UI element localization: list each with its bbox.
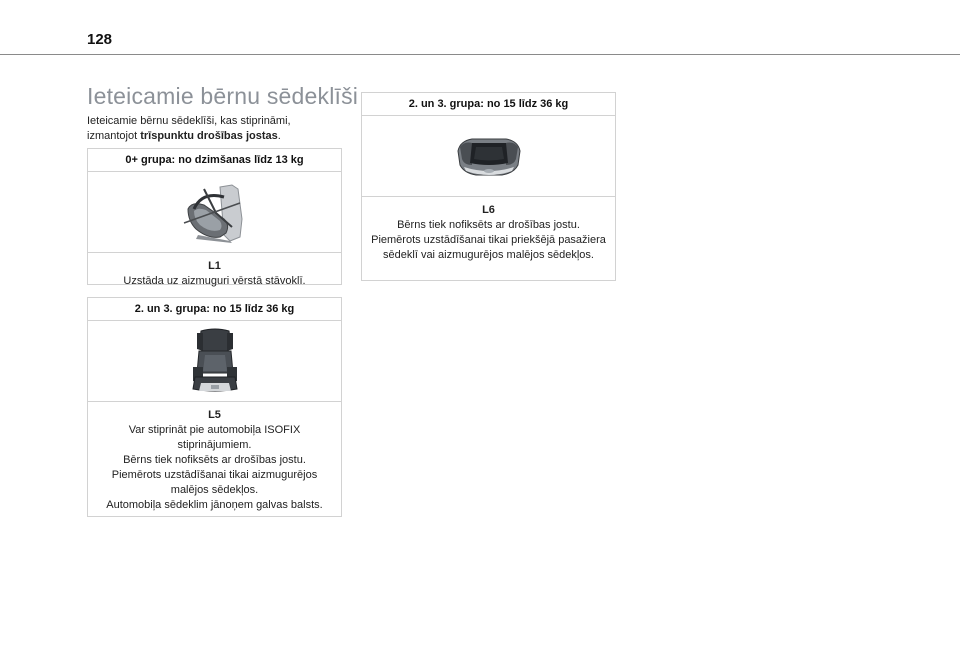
seat-card-body <box>88 253 341 295</box>
seat-description-line: Uzstāda uz aizmuguri vērstā stāvoklī. <box>123 275 306 287</box>
booster-cushion-icon <box>454 131 524 181</box>
seat-card-header: 2. un 3. grupa: no 15 līdz 36 kg <box>88 298 341 321</box>
intro-bold: trīspunktu drošības jostas <box>140 130 278 142</box>
seat-card-body <box>362 197 615 269</box>
seat-card-l5 <box>87 297 342 517</box>
seat-description-line: Piemērots uzstādīšanai tikai aizmugurējos malējos sēdekļos. <box>111 469 318 496</box>
seat-code: L5 <box>208 409 221 421</box>
seat-card-image <box>362 116 615 197</box>
seat-code: L1 <box>208 260 221 272</box>
seat-description-line: Piemērots uzstādīšanai tikai priekšējā pasažiera sēdeklī vai aizmugurējos malējos sēdekļos. <box>371 234 606 261</box>
seat-card-l6 <box>361 92 616 281</box>
seat-description-line: Bērns tiek nofiksēts ar drošības jostu. <box>123 454 306 466</box>
seat-card-body <box>88 402 341 519</box>
seat-description-line: Automobiļa sēdeklim jānoņem galvas balsts. <box>106 499 323 511</box>
seat-card-header: 0+ grupa: no dzimšanas līdz 13 kg <box>88 149 341 172</box>
seat-code: L6 <box>482 204 495 216</box>
header-divider <box>0 54 960 55</box>
seat-card-header: 2. un 3. grupa: no 15 līdz 36 kg <box>362 93 615 116</box>
seat-description-line: Var stiprināt pie automobiļa ISOFIX stiprinājumiem. <box>128 424 301 451</box>
seat-card-l1 <box>87 148 342 285</box>
highback-booster-seat-icon <box>187 327 243 395</box>
seat-description-line: Bērns tiek nofiksēts ar drošības jostu. <box>397 219 580 231</box>
seat-card-image <box>88 321 341 402</box>
seat-card-image <box>88 172 341 253</box>
intro-end: . <box>277 130 281 142</box>
section-title: Ieteicamie bērnu sēdeklīši <box>87 83 359 109</box>
infant-carrier-seat-icon <box>180 179 250 245</box>
intro-text: Ieteicamie bērnu sēdeklīši, kas stiprināmi, izmantojot <box>87 115 291 142</box>
intro-paragraph <box>87 114 342 144</box>
page-number: 128 <box>87 31 113 48</box>
